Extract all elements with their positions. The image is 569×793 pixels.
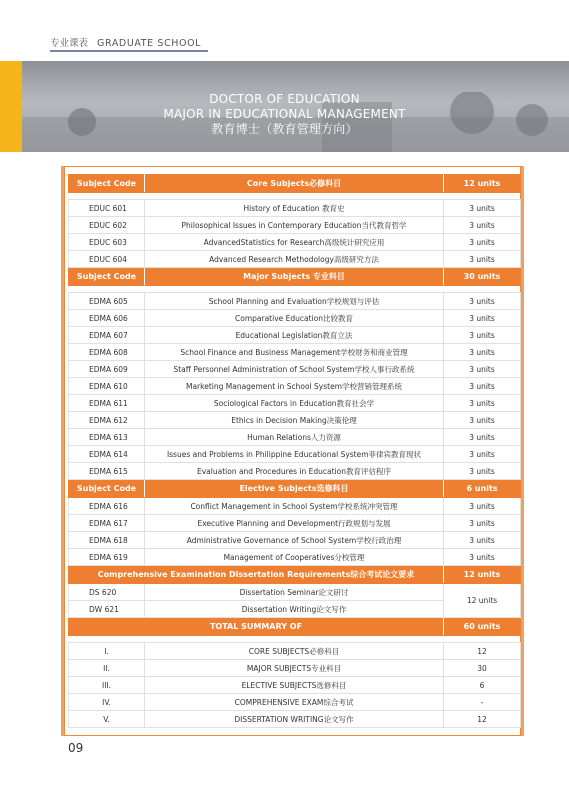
banner-title-line-3: 教育博士（教育管理方向）	[211, 122, 358, 136]
header-chinese-title: 专业课表	[50, 38, 89, 49]
subject-code: EDMA 613	[69, 429, 145, 446]
subject-name: Executive Planning and Development行政规划与发展	[145, 515, 444, 532]
major-subjects-header-row	[69, 268, 521, 286]
subject-code: EDMA 605	[69, 293, 145, 310]
subject-units: 3 units	[444, 446, 521, 463]
table-row	[69, 643, 521, 660]
subject-code-header: Subject Code	[69, 175, 145, 193]
comprehensive-units: 12 units	[444, 584, 521, 618]
subject-name: Staff Personnel Administration of School System学校人事行政系统	[145, 361, 444, 378]
subject-code: EDMA 616	[69, 498, 145, 515]
subject-name: Ethics in Decision Making决策伦理	[145, 412, 444, 429]
table-row	[69, 660, 521, 677]
summary-units: -	[444, 694, 521, 711]
subject-name: Evaluation and Procedures in Education教育评估程序	[145, 463, 444, 480]
table-row	[69, 234, 521, 251]
subject-name: Conflict Management in School System学校系统冲突管理	[145, 498, 444, 515]
subject-code: DS 620	[69, 584, 145, 601]
subject-code: EDMA 606	[69, 310, 145, 327]
subject-code: EDMA 608	[69, 344, 145, 361]
curriculum-table	[68, 174, 521, 728]
subject-units: 3 units	[444, 429, 521, 446]
header-english-title: GRADUATE SCHOOL	[97, 38, 202, 49]
subject-code-header: Subject Code	[69, 268, 145, 286]
subject-code: EDMA 615	[69, 463, 145, 480]
header-underline	[50, 50, 208, 52]
table-row	[69, 532, 521, 549]
subject-code: EDMA 609	[69, 361, 145, 378]
page-header	[50, 35, 201, 49]
banner-title-line-1: DOCTOR OF EDUCATION	[209, 92, 360, 106]
table-row	[69, 584, 521, 601]
table-row	[69, 395, 521, 412]
summary-number: V.	[69, 711, 145, 728]
summary-units: 6	[444, 677, 521, 694]
spacer-cell	[69, 193, 521, 200]
summary-number: III.	[69, 677, 145, 694]
row-spacer	[69, 193, 521, 200]
subject-name: Comparative Education比较教育	[145, 310, 444, 327]
subject-name: Administrative Governance of School System学校行政治理	[145, 532, 444, 549]
table-row	[69, 677, 521, 694]
subject-code: EDUC 601	[69, 200, 145, 217]
elective-subjects-units-total: 6 units	[444, 480, 521, 498]
comprehensive-units-total: 12 units	[444, 566, 521, 584]
summary-units: 12	[444, 643, 521, 660]
major-subjects-title: Major Subjects 专业科目	[145, 268, 444, 286]
subject-units: 3 units	[444, 310, 521, 327]
summary-title: TOTAL SUMMARY OF	[69, 618, 444, 636]
subject-name: Educational Legislation教育立法	[145, 327, 444, 344]
table-row	[69, 344, 521, 361]
subject-code-header: Subject Code	[69, 480, 145, 498]
subject-name: Dissertation Seminar论文研讨	[145, 584, 444, 601]
table-row	[69, 251, 521, 268]
core-subjects-units-total: 12 units	[444, 175, 521, 193]
spacer-cell	[69, 636, 521, 643]
frame-left-accent	[61, 166, 64, 736]
summary-units-total: 60 units	[444, 618, 521, 636]
frame-right-accent	[521, 166, 524, 736]
subject-units: 3 units	[444, 234, 521, 251]
subject-name: History of Education 教育史	[145, 200, 444, 217]
table-row	[69, 463, 521, 480]
subject-name: Philosophical Issues in Contemporary Education当代教育哲学	[145, 217, 444, 234]
subject-name: Human Relations人力资源	[145, 429, 444, 446]
subject-code: EDMA 612	[69, 412, 145, 429]
table-row	[69, 378, 521, 395]
table-row	[69, 549, 521, 566]
subject-code: EDUC 603	[69, 234, 145, 251]
subject-units: 3 units	[444, 498, 521, 515]
subject-units: 3 units	[444, 344, 521, 361]
summary-name: COMPREHENSIVE EXAM综合考试	[145, 694, 444, 711]
subject-units: 3 units	[444, 361, 521, 378]
table-row	[69, 361, 521, 378]
subject-name: Management of Cooperatives分校管理	[145, 549, 444, 566]
banner-title	[0, 92, 569, 137]
table-row	[69, 327, 521, 344]
table-row	[69, 217, 521, 234]
table-row	[69, 711, 521, 728]
subject-units: 3 units	[444, 327, 521, 344]
comprehensive-header-row	[69, 566, 521, 584]
table-row	[69, 446, 521, 463]
summary-units: 12	[444, 711, 521, 728]
summary-number: II.	[69, 660, 145, 677]
table-row	[69, 515, 521, 532]
subject-units: 3 units	[444, 378, 521, 395]
subject-code: EDMA 607	[69, 327, 145, 344]
subject-name: Issues and Problems in Philippine Educational System菲律宾教育现状	[145, 446, 444, 463]
subject-code: DW 621	[69, 601, 145, 618]
table-row	[69, 310, 521, 327]
table-row	[69, 429, 521, 446]
subject-units: 3 units	[444, 200, 521, 217]
subject-units: 3 units	[444, 293, 521, 310]
banner-title-line-2: MAJOR IN EDUCATIONAL MANAGEMENT	[163, 107, 406, 121]
subject-code: EDMA 617	[69, 515, 145, 532]
subject-units: 3 units	[444, 251, 521, 268]
major-subjects-units-total: 30 units	[444, 268, 521, 286]
table-row	[69, 694, 521, 711]
row-spacer	[69, 636, 521, 643]
comprehensive-title: Comprehensive Examination Dissertation Requirements综合考试论文要求	[69, 566, 444, 584]
subject-code: EDMA 611	[69, 395, 145, 412]
summary-name: MAJOR SUBJECTS专业科目	[145, 660, 444, 677]
subject-units: 3 units	[444, 395, 521, 412]
subject-name: AdvancedStatistics for Research高级统计研究应用	[145, 234, 444, 251]
spacer-cell	[69, 286, 521, 293]
subject-name: Advanced Research Methodology高级研究方法	[145, 251, 444, 268]
table-row	[69, 200, 521, 217]
subject-name: School Finance and Business Management学校财务和商业管理	[145, 344, 444, 361]
core-subjects-title: Core Subjects必修科目	[145, 175, 444, 193]
summary-number: IV.	[69, 694, 145, 711]
table-row	[69, 412, 521, 429]
elective-subjects-header-row	[69, 480, 521, 498]
row-spacer	[69, 286, 521, 293]
subject-code: EDMA 619	[69, 549, 145, 566]
subject-name: Sociological Factors in Education教育社会学	[145, 395, 444, 412]
page-number: 09	[68, 741, 84, 755]
summary-number: I.	[69, 643, 145, 660]
table-row	[69, 498, 521, 515]
subject-code: EDMA 614	[69, 446, 145, 463]
summary-units: 30	[444, 660, 521, 677]
summary-header-row	[69, 618, 521, 636]
subject-code: EDUC 604	[69, 251, 145, 268]
subject-code: EDMA 610	[69, 378, 145, 395]
subject-name: School Planning and Evaluation学校规划与评估	[145, 293, 444, 310]
subject-units: 3 units	[444, 412, 521, 429]
subject-name: Dissertation Writing论文写作	[145, 601, 444, 618]
summary-name: DISSERTATION WRITING论文写作	[145, 711, 444, 728]
subject-code: EDMA 618	[69, 532, 145, 549]
subject-units: 3 units	[444, 532, 521, 549]
table-row	[69, 293, 521, 310]
subject-name: Marketing Management in School System学校营销管理系统	[145, 378, 444, 395]
subject-units: 3 units	[444, 463, 521, 480]
subject-units: 3 units	[444, 515, 521, 532]
subject-code: EDUC 602	[69, 217, 145, 234]
summary-name: CORE SUBJECTS必修科目	[145, 643, 444, 660]
subject-units: 3 units	[444, 549, 521, 566]
core-subjects-header-row	[69, 175, 521, 193]
subject-units: 3 units	[444, 217, 521, 234]
summary-name: ELECTIVE SUBJECTS选修科目	[145, 677, 444, 694]
elective-subjects-title: Elective Subjects选修科目	[145, 480, 444, 498]
